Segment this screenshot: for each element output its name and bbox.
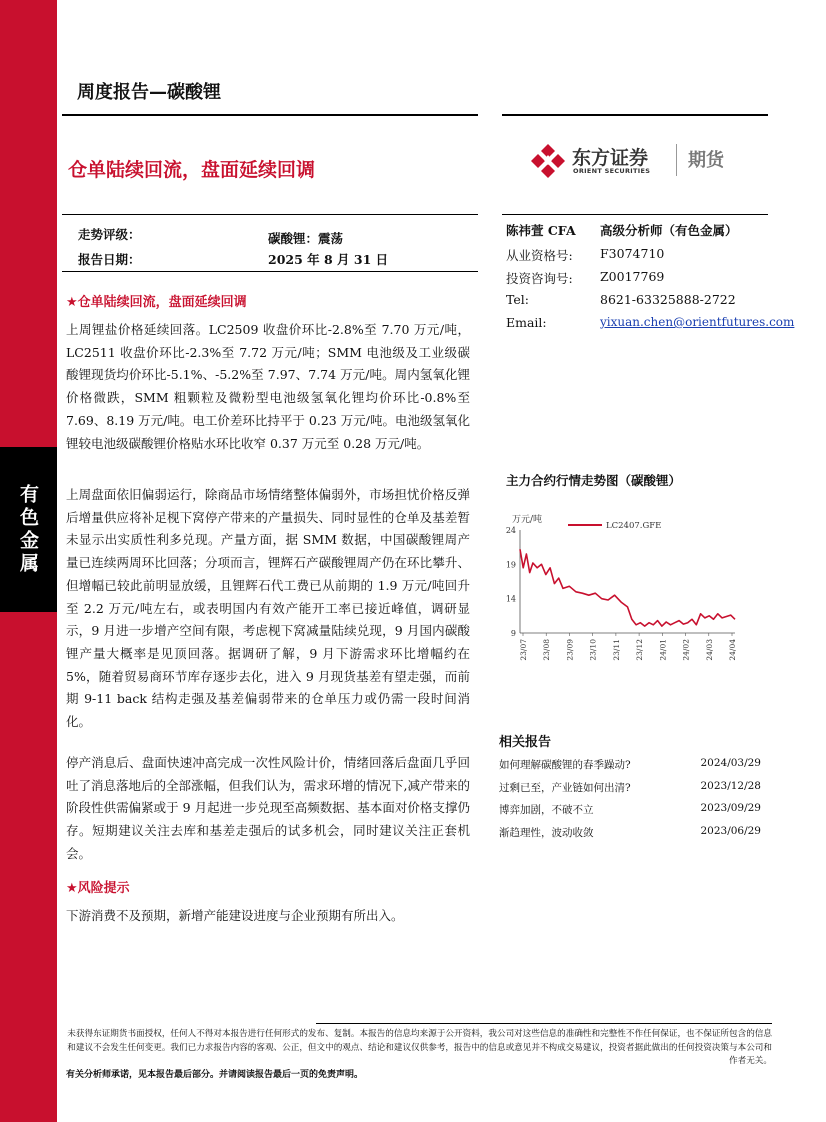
paragraph: 上周锂盐价格延续回落。LC2509 收盘价环比-2.8%至 7.70 万元/吨，LC2511 收盘价环比-2.3%至 7.72 万元/吨；SMM 电池级及工业级碳酸锂现货均价环比-5.1%、-5.2%至 7.97、7.74 万元/吨。周内氢氧化锂价格微跌，SMM 粗颗粒及微粉型电池级氢氧化锂均价环比-0.8%至 7.69、8.19 万元/吨。电工价差环比持平于 0.23 万元/吨。电池级氢氧化锂较电池级碳酸锂价格贴水环比收窄 0.37 万元至 0.28 万元/吨。 (66, 322, 470, 451)
analyst-label: Email: (506, 315, 547, 330)
x-tick-label: 24/02 (681, 639, 691, 661)
divider (62, 214, 478, 215)
related-item-date: 2023/09/29 (700, 802, 761, 814)
related-item[interactable] (499, 802, 761, 817)
paragraph: 上周盘面依旧偏弱运行，除商品市场情绪整体偏弱外，市场担忧价格反弹后增量供应将补足枧下窝停产带来的产量损失、同时显性的仓单及基差暂未显示出实质性利多兑现。产量方面，据 SMM 数据，中国碳酸锂周产量已连续两周环比回落；分项而言，锂辉石产碳酸锂周产仍在环比攀升、但增幅已较此前明显放缓，且锂辉石代工费已从前期的 1.9 万元/吨回升至 2.2 万元/吨左右，或表明国内有效产能开工率已接近峰值，调研显示，9 月进一步增产空间有限，考虑枧下窝减量陆续兑现，9 月国内碳酸锂产量大概率是见顶回落。据调研了解，9 月下游需求环比增幅约在 5%，随着贸易商环节库存逐步去化，进入 9 月现货基差有望走强，而前期 9-11 back 结构走强及基差偏弱带来的仓单压力或仍需一段时间消化。 (66, 487, 470, 730)
divider (62, 271, 478, 272)
analyst-name: 陈祎萱 CFA (506, 223, 576, 238)
x-tick-label: 23/12 (635, 639, 645, 661)
x-tick-label: 24/01 (658, 639, 668, 661)
logo-mark-icon (528, 142, 568, 178)
x-tick-label: 24/03 (704, 639, 714, 661)
company-logo (528, 142, 768, 178)
analyst-label: 从业资格号: (506, 248, 573, 263)
logo-divider (676, 144, 677, 176)
sector-tab (0, 447, 57, 612)
y-tick-label: 19 (505, 560, 516, 570)
x-tick-label: 23/09 (565, 639, 575, 661)
y-tick-label: 24 (505, 526, 516, 535)
paragraph: 停产消息后、盘面快速冲高完成一次性风险计价，情绪回落后盘面几乎回吐了消息落地后的全部涨幅，但我们认为，需求环增的情况下,减产带来的阶段性供需偏紧或于 9 月起进一步兑现至高频数据、基本面对价格支撑仍存。短期建议关注去库和基差走强后的试多机会，同时建议关注正套机会。 (66, 755, 470, 861)
related-item[interactable] (499, 825, 761, 840)
logo-en: ORIENT SECURITIES (573, 167, 651, 175)
date-value: 2025 年 8 月 31 日 (268, 252, 389, 267)
series-line (520, 549, 735, 626)
document-type: 周度报告—碳酸锂 (77, 82, 221, 103)
date-label: 报告日期： (78, 252, 141, 267)
y-tick-label: 14 (505, 594, 516, 604)
divider (62, 114, 478, 116)
related-item-title: 过剩已至，产业链如何出清? (499, 782, 631, 794)
analyst-title: 高级分析师（有色金属） (600, 223, 738, 238)
paragraph: 下游消费不及预期，新增产能建设进度与企业预期有所出入。 (66, 908, 404, 923)
related-item-date: 2023/12/28 (700, 780, 761, 792)
chart-title: 主力合约行情走势图（碳酸锂） (506, 473, 682, 488)
divider (316, 1023, 772, 1024)
x-tick-label: 23/07 (519, 639, 528, 661)
logo-cn: 东方证券 (572, 147, 649, 169)
related-item-date: 2023/06/29 (700, 825, 761, 837)
analyst-label: 投资咨询号: (506, 271, 573, 286)
x-tick-label: 23/10 (588, 639, 598, 661)
related-item-title: 博弈加剧，不破不立 (499, 804, 594, 816)
legend-label: LC2407.GFE (606, 521, 662, 531)
related-item-date: 2024/03/29 (700, 757, 761, 769)
divider (502, 114, 768, 116)
sector-label: 有色金属 (17, 483, 39, 576)
footer-note: 有关分析师承诺，见本报告最后部分。并请阅读报告最后一页的免责声明。 (66, 1070, 364, 1080)
section-heading: ★仓单陆续回流，盘面延续回调 (66, 295, 247, 310)
x-tick-label: 23/11 (611, 639, 621, 661)
divider (502, 214, 768, 215)
price-chart (500, 505, 740, 670)
analyst-label: Tel: (506, 292, 529, 307)
analyst-value: 8621-63325888-2722 (600, 292, 736, 307)
x-tick-label: 23/08 (542, 639, 552, 661)
disclaimer: 未获得东证期货书面授权，任何人不得对本报告进行任何形式的发布、复制。本报告的信息均来源于公开资料，我公司对这些信息的准确性和完整性不作任何保证，也不保证所包含的信息和建议不会发生任何变更。我们已力求报告内容的客观、公正，但文中的观点、结论和建议仅供参考，报告中的信息或意见并不构成交易建议，投资者据此做出的任何投资决策与本公司和作者无关。 (67, 1029, 772, 1066)
rating-value: 碳酸锂：震荡 (268, 231, 344, 246)
y-tick-label: 9 (510, 629, 516, 638)
x-tick-label: 24/04 (728, 639, 737, 661)
analyst-value: Z0017769 (600, 269, 665, 284)
page-title: 仓单陆续回流，盘面延续回调 (68, 159, 316, 181)
related-title: 相关报告 (499, 735, 552, 750)
logo-suffix: 期货 (688, 150, 724, 171)
related-item-title: 如何理解碳酸锂的春季躁动? (499, 759, 631, 771)
section-heading: ★风险提示 (66, 881, 130, 896)
related-item[interactable] (499, 757, 761, 772)
related-item-title: 渐趋理性，波动收敛 (499, 827, 594, 839)
analyst-value: F3074710 (600, 246, 665, 261)
rating-label: 走势评级： (78, 227, 141, 242)
email-link[interactable]: yixuan.chen@orientfutures.com (600, 315, 795, 329)
y-axis-label: 万元/吨 (512, 515, 543, 525)
related-item[interactable] (499, 780, 761, 795)
